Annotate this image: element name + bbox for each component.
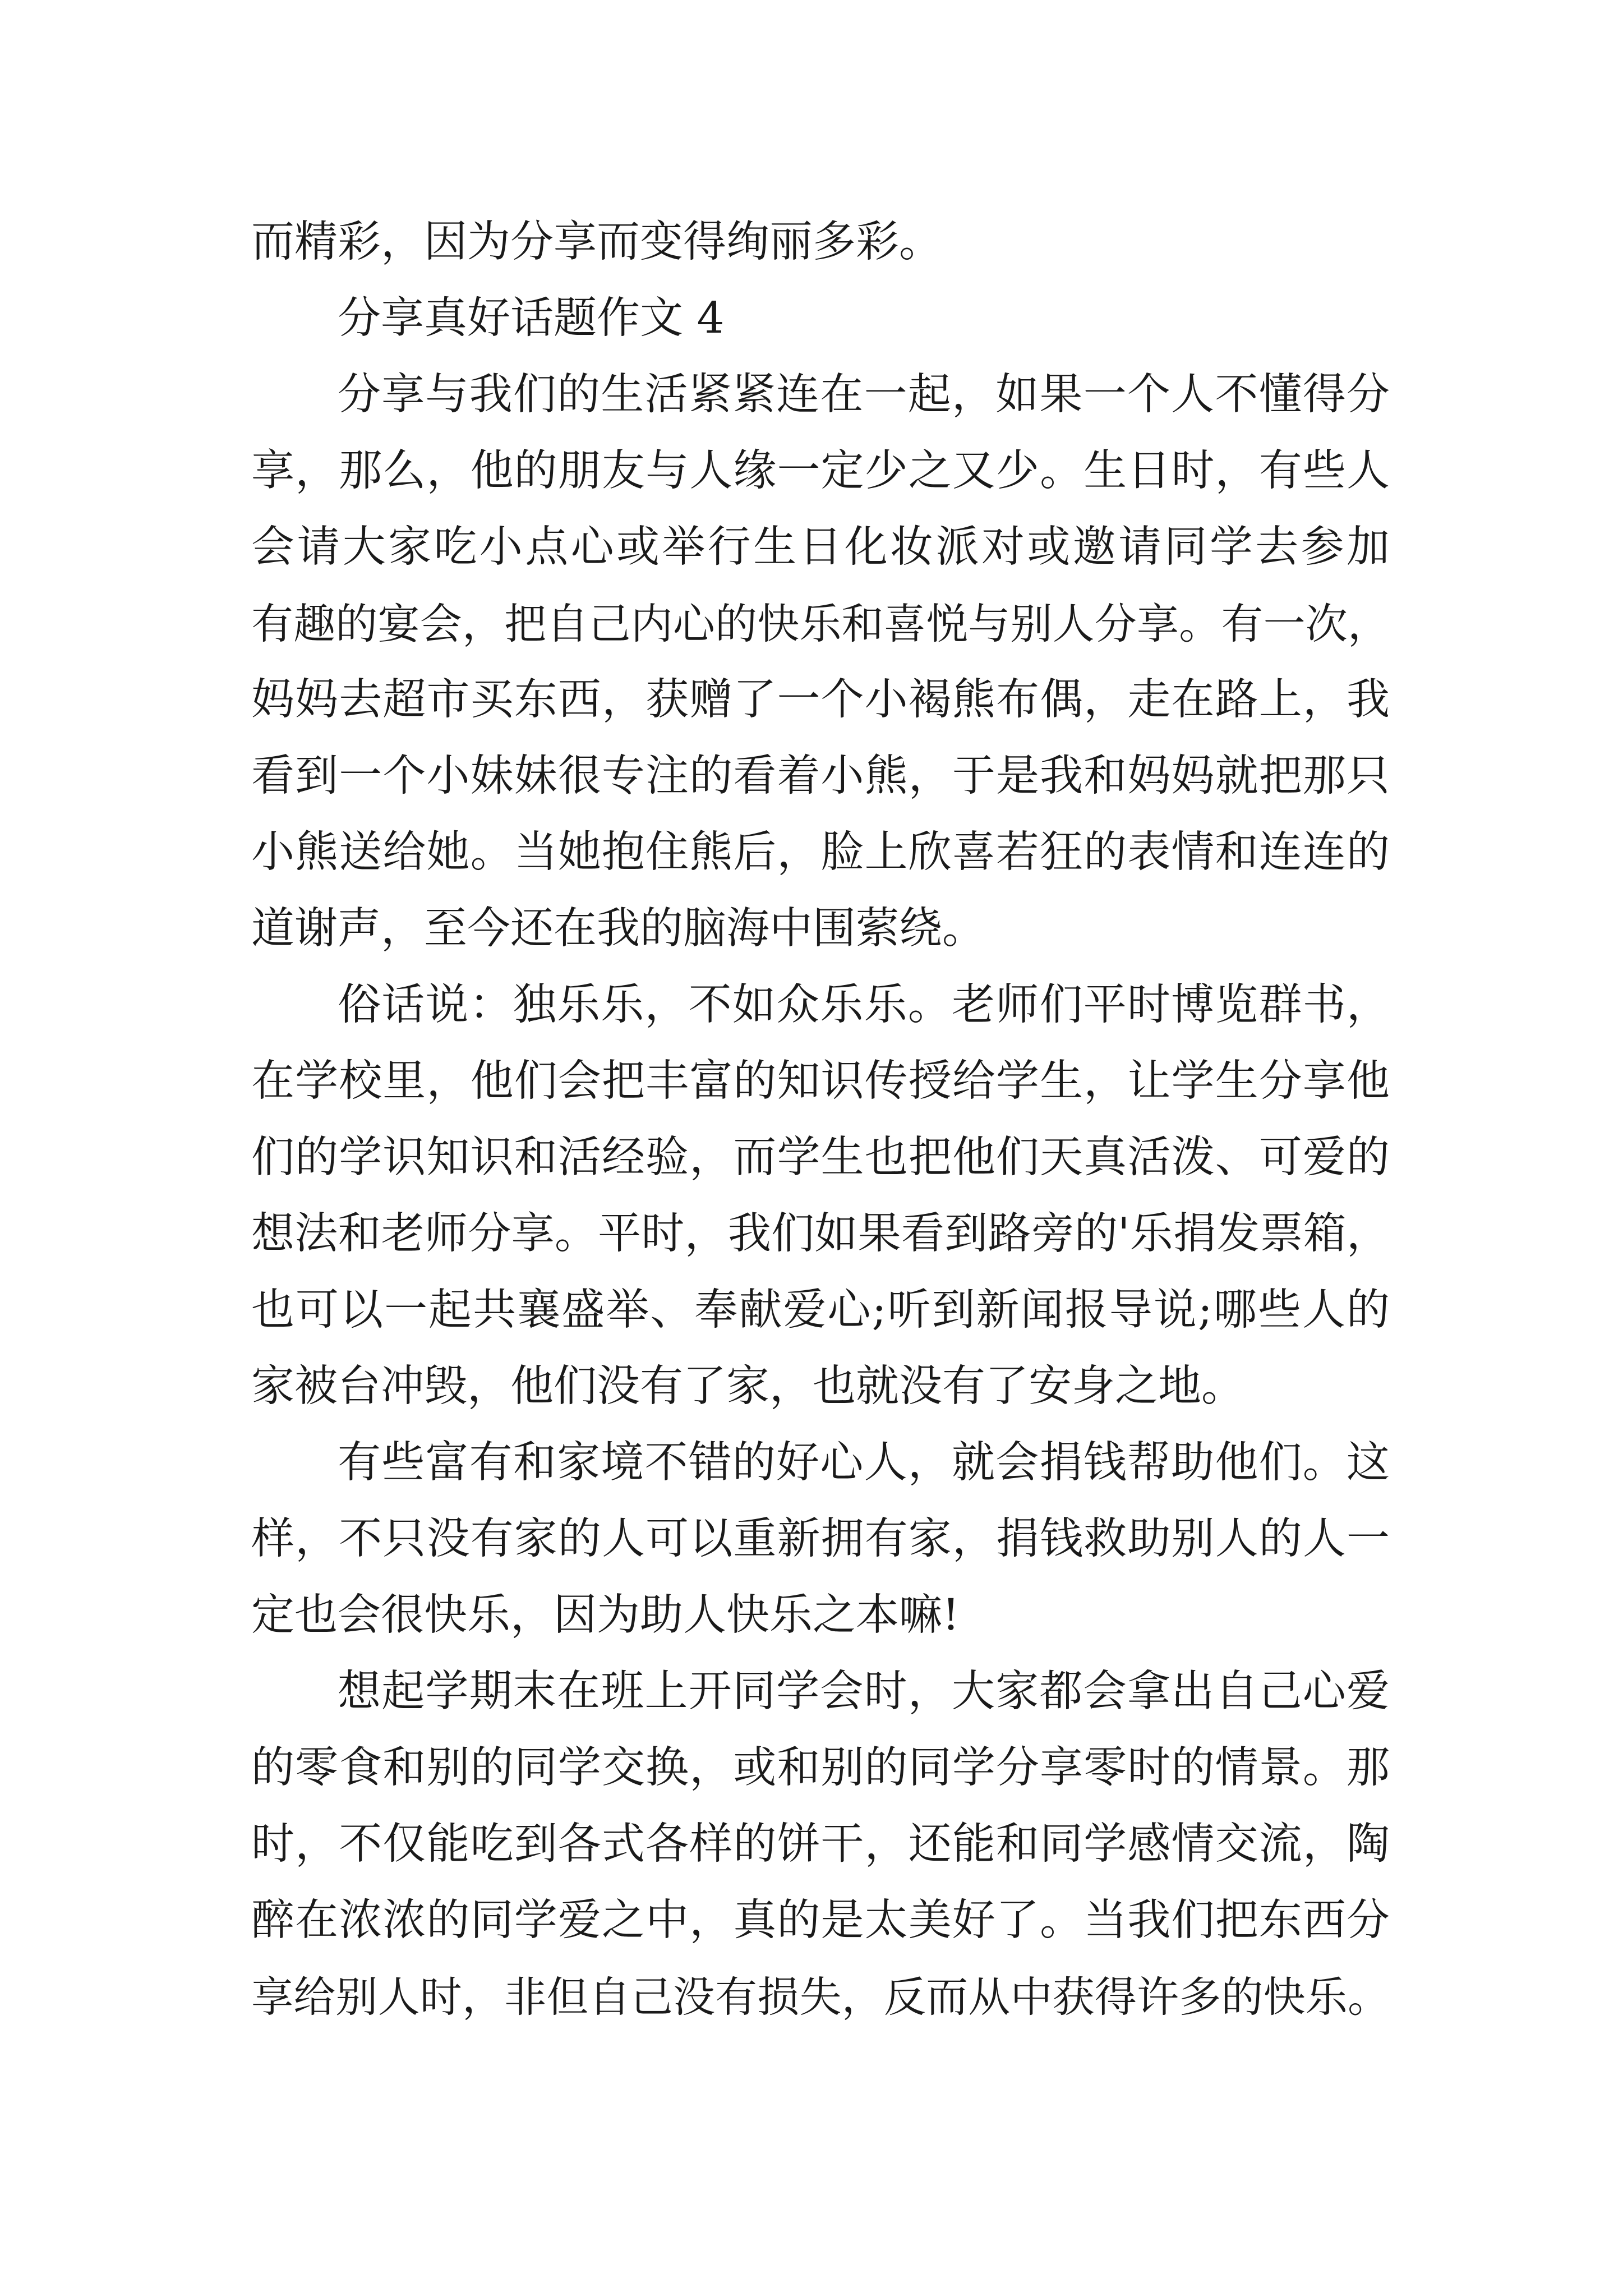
text-line: 享给别人时，非但自己没有损失，反而从中获得许多的快乐。 [251,1972,1390,2022]
text-line: 有些富有和家境不错的好心人，就会捐钱帮助他们。这 [338,1438,1390,1488]
section-heading: 分享真好话题作文 4 [338,293,725,343]
text-line: 醉在浓浓的同学爱之中，真的是太美好了。当我们把东西分 [251,1895,1390,1945]
text-line: 家被台冲毁，他们没有了家，也就没有了安身之地。 [251,1361,1244,1411]
text-line: 小熊送给她。当她抱住熊后，脸上欣喜若狂的表情和连连的 [251,827,1390,877]
text-line: 的零食和别的同学交换，或和别的同学分享零时的情景。那 [251,1743,1390,1793]
text-line: 看到一个小妹妹很专注的看着小熊，于是我和妈妈就把那只 [251,751,1390,801]
text-line: 也可以一起共襄盛举、奉献爱心;听到新闻报导说;哪些人的 [251,1285,1390,1335]
text-line: 妈妈去超市买东西，获赠了一个小褐熊布偶，走在路上，我 [251,675,1390,725]
text-line: 定也会很快乐，因为助人快乐之本嘛! [251,1590,960,1640]
text-line: 有趣的宴会，把自己内心的快乐和喜悦与别人分享。有一次， [251,599,1390,648]
text-line: 时，不仅能吃到各式各样的饼干，还能和同学感情交流，陶 [251,1819,1390,1869]
text-line: 分享与我们的生活紧紧连在一起，如果一个人不懂得分 [338,370,1390,420]
text-line: 而精彩，因为分享而变得绚丽多彩。 [251,217,942,267]
text-line: 会请大家吃小点心或举行生日化妆派对或邀请同学去参加 [251,522,1390,572]
text-line: 俗话说：独乐乐，不如众乐乐。老师们平时博览群书， [338,980,1390,1030]
text-line: 在学校里，他们会把丰富的知识传授给学生，让学生分享他 [251,1056,1390,1106]
text-line: 道谢声，至今还在我的脑海中围萦绕。 [251,904,985,954]
text-line: 样，不只没有家的人可以重新拥有家，捐钱救助别人的人一 [251,1514,1390,1564]
text-line: 想起学期末在班上开同学会时，大家都会拿出自己心爱 [338,1667,1390,1717]
text-line: 们的学识知识和活经验，而学生也把他们天真活泼、可爱的 [251,1133,1390,1182]
text-line: 想法和老师分享。平时，我们如果看到路旁的'乐捐发票箱， [251,1209,1390,1259]
text-line: 享，那么，他的朋友与人缘一定少之又少。生日时，有些人 [251,446,1390,496]
